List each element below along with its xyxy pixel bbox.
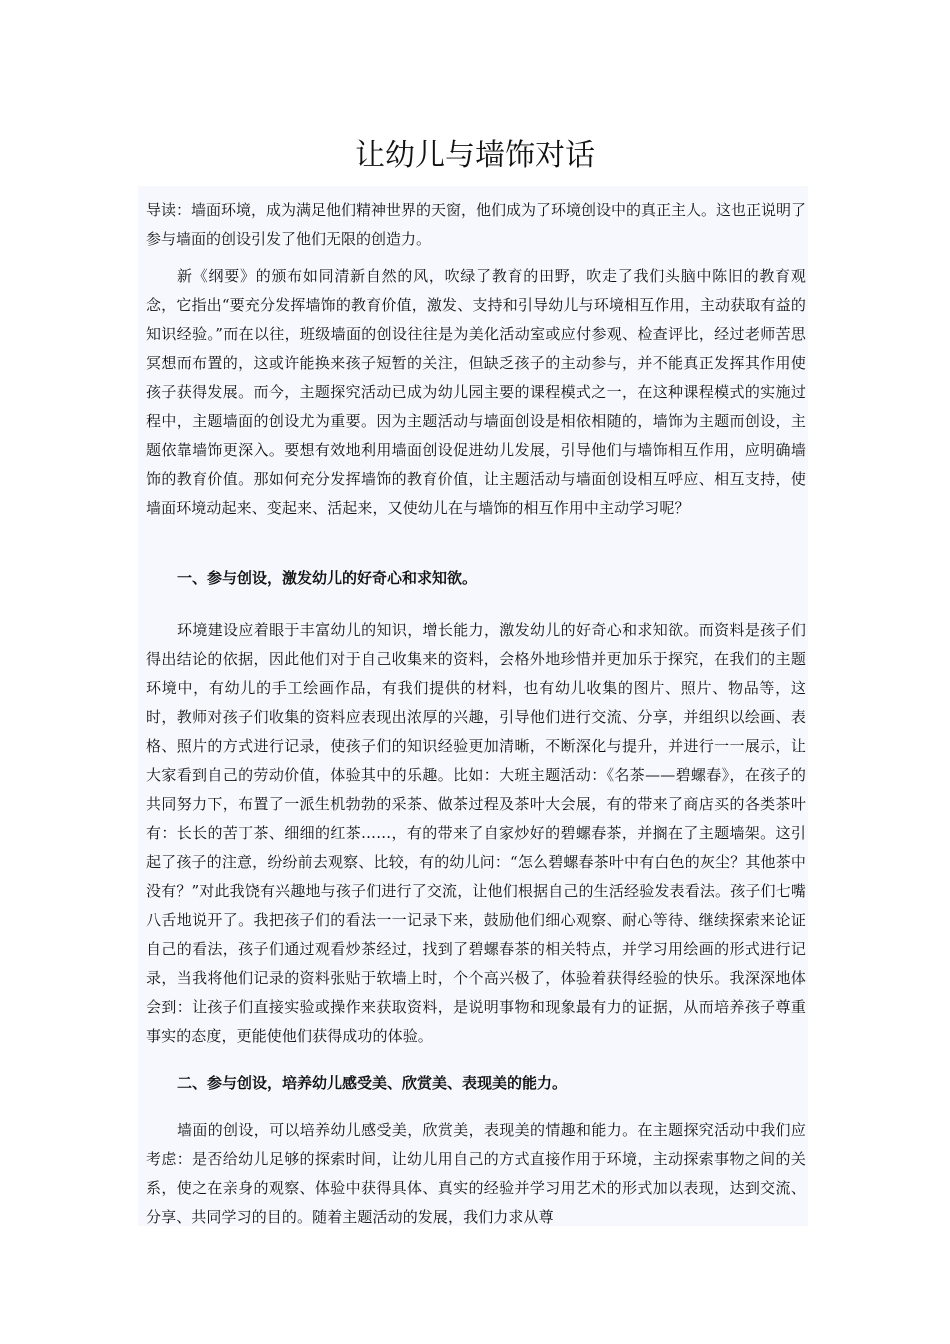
intro-paragraph: 导读：墙面环境，成为满足他们精神世界的天窗，他们成为了环境创设中的真正主人。这也正说明了参与墙面的创设引发了他们无限的创造力。 (146, 201, 807, 248)
section-heading-2: 二、参与创设，培养幼儿感受美、欣赏美、表现美的能力。 (177, 1074, 568, 1092)
section-heading-1: 一、参与创设，激发幼儿的好奇心和求知欲。 (177, 569, 478, 587)
body-paragraph-1: 新《纲要》的颁布如同清新自然的风，吹绿了教育的田野，吹走了我们头脑中陈旧的教育观念，它指出“要充分发挥墙饰的教育价值，激发、支持和引导幼儿与环境相互作用，主动获取有益的知识经验。”而在以往，班级墙面的创设往往是为美化活动室或应付参观、检查评比，经过老师苦思冥想而布置的，这或许能换来孩子短暂的关注，但缺乏孩子的主动参与，并不能真正发挥其作用使孩子获得发展。而今，主题探究活动已成为幼儿园主要的课程模式之一，在这种课程模式的实施过程中，主题墙面的创设尤为重要。因为主题活动与墙面创设是相依相随的，墙饰为主题而创设，主题依靠墙饰更深入。要想有效地利用墙面创设促进幼儿发展，引导他们与墙饰相互作用，应明确墙饰的教育价值。那如何充分发挥墙饰的教育价值，让主题活动与墙面创设相互呼应、相互支持，使墙面环境动起来、变起来、活起来，又使幼儿在与墙饰的相互作用中主动学习呢？ (146, 267, 806, 517)
body-paragraph-2: 环境建设应着眼于丰富幼儿的知识，增长能力，激发幼儿的好奇心和求知欲。而资料是孩子们得出结论的依据，因此他们对于自己收集来的资料，会格外地珍惜并更加乐于探究，在我们的主题环境中，有幼儿的手工绘画作品，有我们提供的材料，也有幼儿收集的图片、照片、物品等，这时，教师对孩子们收集的资料应表现出浓厚的兴趣，引导他们进行交流、分享，并组织以绘画、表格、照片的方式进行记录，使孩子们的知识经验更加清晰，不断深化与提升，并进行一一展示，让大家看到自己的劳动价值，体验其中的乐趣。比如：大班主题活动：《名茶——碧螺春》，在孩子的共同努力下，布置了一派生机勃勃的采茶、做茶过程及茶叶大会展，有的带来了商店买的各类茶叶有：长长的苦丁茶、细细的红茶……，有的带来了自家炒好的碧螺春茶，并搁在了主题墙架。这引起了孩子的注意，纷纷前去观察、比较，有的幼儿问：“怎么碧螺春茶叶中有白色的灰尘？其他茶中没有？”对此我饶有兴趣地与孩子们进行了交流，让他们根据自己的生活经验发表看法。孩子们七嘴八舌地说开了。我把孩子们的看法一一记录下来，鼓励他们细心观察、耐心等待、继续探索来论证自己的看法，孩子们通过观看炒茶经过，找到了碧螺春茶的相关特点，并学习用绘画的形式进行记录，当我将他们记录的资料张贴于软墙上时，个个高兴极了，体验着获得经验的快乐。我深深地体会到：让孩子们直接实验或操作来获取资料，是说明事物和现象最有力的证据，从而培养孩子尊重事实的态度，更能使他们获得成功的体验。 (146, 621, 806, 1045)
page-title: 让幼儿与墙饰对话 (355, 138, 595, 174)
article-body (138, 186, 808, 1226)
body-paragraph-3: 墙面的创设，可以培养幼儿感受美，欣赏美，表现美的情趣和能力。在主题探究活动中我们应考虑：是否给幼儿足够的探索时间，让幼儿用自己的方式直接作用于环境，主动探索事物之间的关系，使之在亲身的观察、体验中获得具体、真实的经验并学习用艺术的形式加以表现，达到交流、分享、共同学习的目的。随着主题活动的发展，我们力求从尊 (146, 1121, 806, 1226)
